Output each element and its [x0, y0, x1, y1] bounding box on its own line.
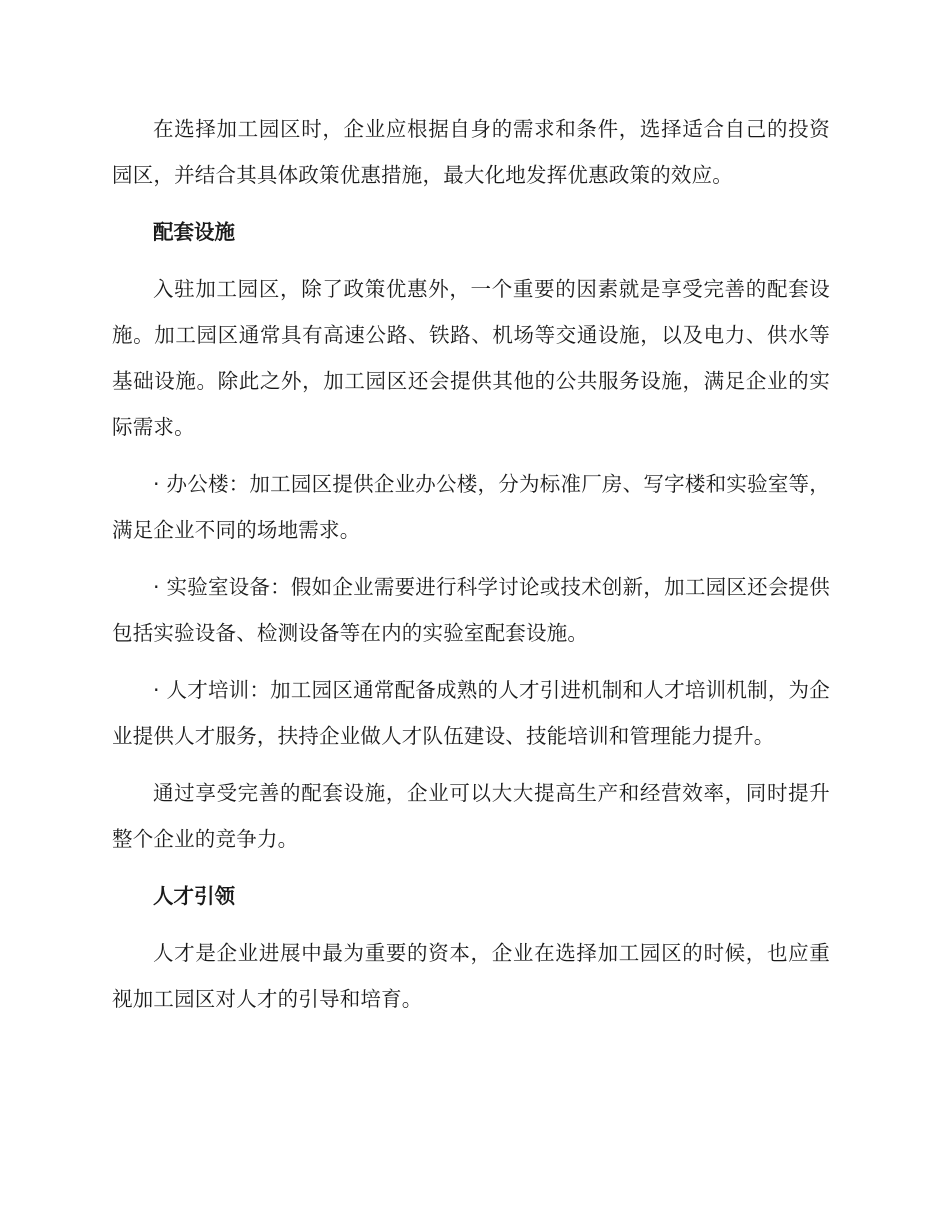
section-heading-facilities: 配套设施 [153, 220, 235, 244]
section-heading-talent: 人才引领 [153, 884, 235, 908]
talent-paragraph: 人才是企业进展中最为重要的资本，企业在选择加工园区的时候，也应重视加工园区对人才的引导和培育。 [112, 941, 830, 1011]
facilities-paragraph: 入驻加工园区，除了政策优惠外，一个重要的因素就是享受完善的配套设施。加工园区通常具有高速公路、铁路、机场等交通设施，以及电力、供水等基础设施。除此之外，加工园区还会提供其他的公共服务设施，满足企业的实际需求。 [112, 277, 830, 439]
facilities-summary-paragraph: 通过享受完善的配套设施，企业可以大大提高生产和经营效率，同时提升整个企业的竞争力。 [112, 781, 830, 851]
bullet-office: · 办公楼：加工园区提供企业办公楼，分为标准厂房、写字楼和实验室等，满足企业不同的场地需求。 [112, 472, 830, 542]
document-page [112, 106, 830, 1033]
bullet-talent-training: · 人才培训：加工园区通常配备成熟的人才引进机制和人才培训机制，为企业提供人才服务，扶持企业做人才队伍建设、技能培训和管理能力提升。 [112, 678, 830, 748]
intro-paragraph: 在选择加工园区时，企业应根据自身的需求和条件，选择适合自己的投资园区，并结合其具体政策优惠措施，最大化地发挥优惠政策的效应。 [112, 117, 830, 187]
bullet-lab: · 实验室设备：假如企业需要进行科学讨论或技术创新，加工园区还会提供包括实验设备、检测设备等在内的实验室配套设施。 [112, 575, 830, 645]
